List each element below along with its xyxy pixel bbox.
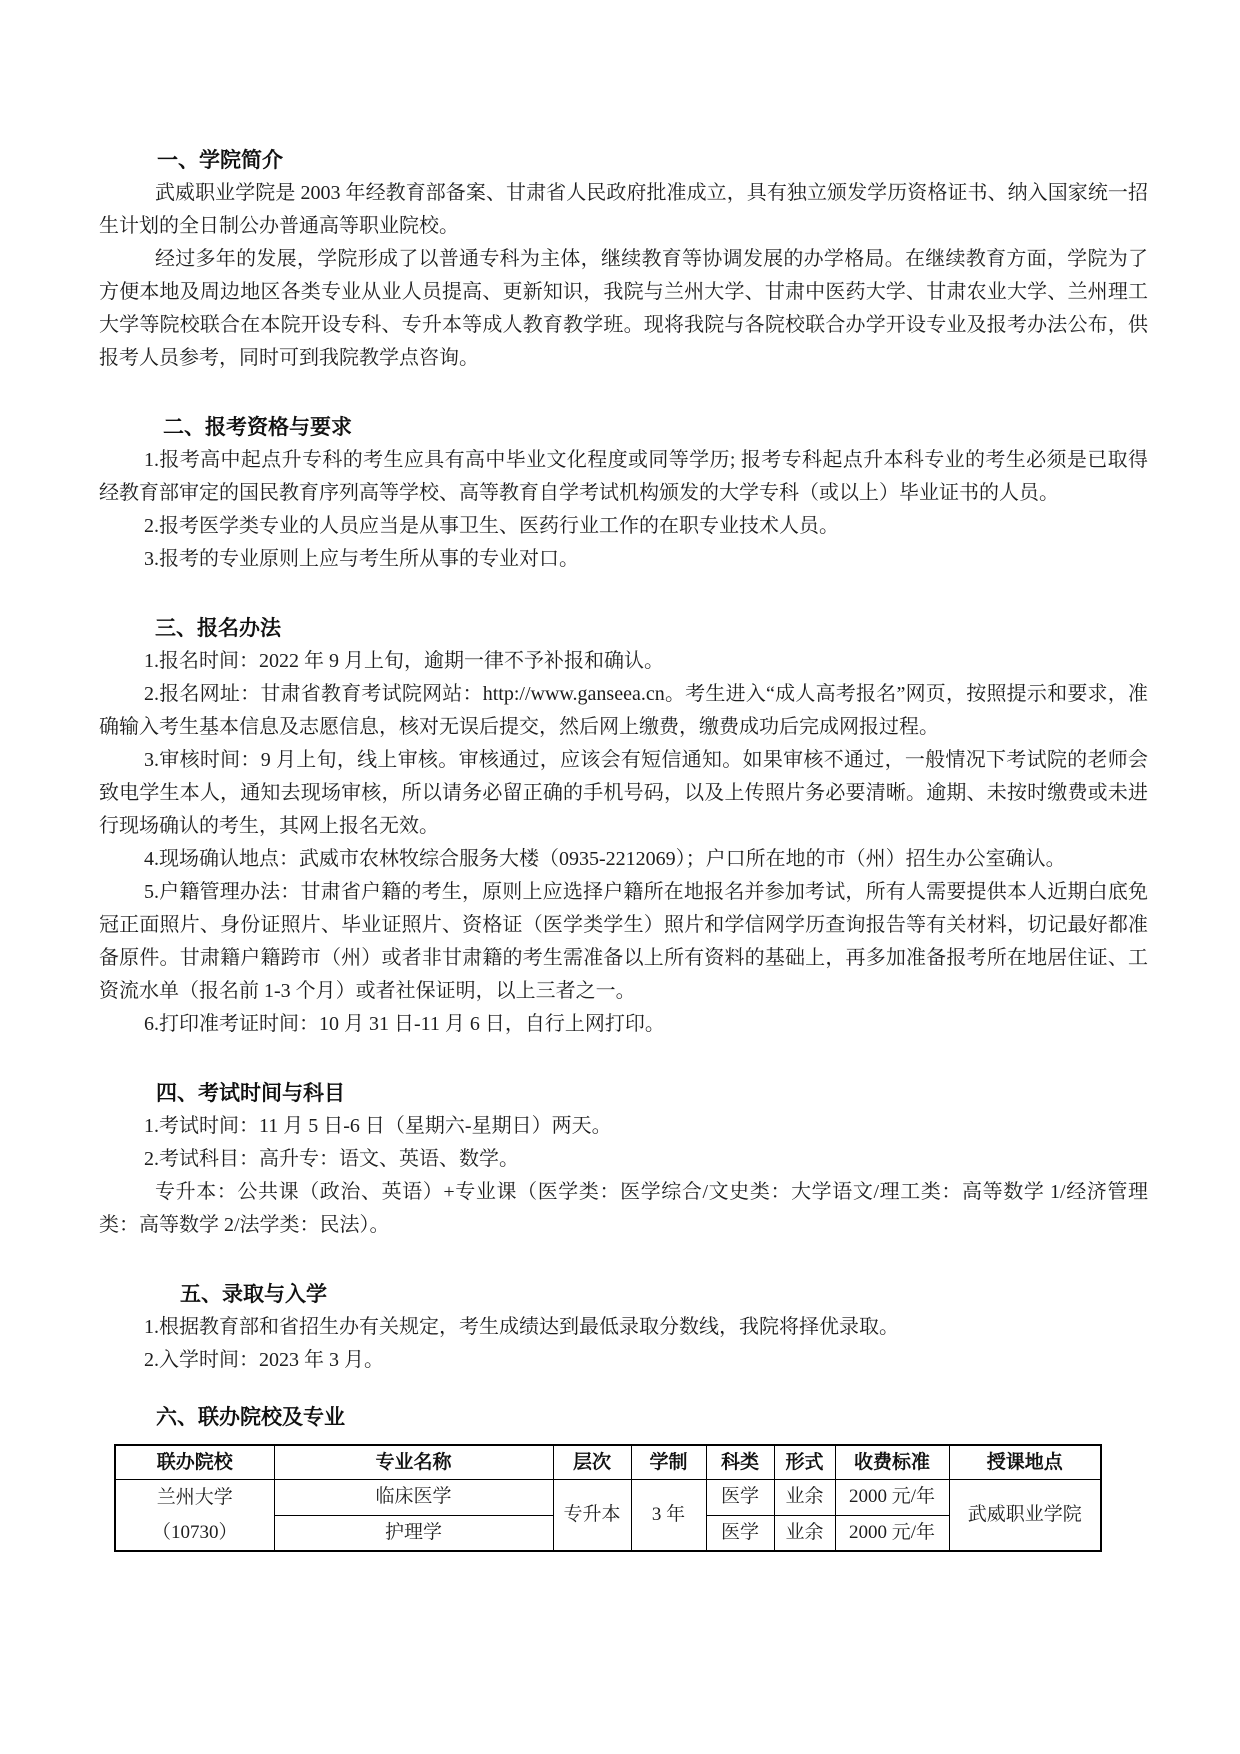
mode-cell: 业余 — [774, 1480, 835, 1516]
intro-paragraph-2: 经过多年的发展，学院形成了以普通专科为主体，继续教育等协调发展的办学格局。在继续教育方面，学院为了方便本地及周边地区各类专业从业人员提高、更新知识，我院与兰州大学、甘肃中医药大学、甘肃农业大学、兰州理工大学等院校联合在本院开设专科、专升本等成人教育教学班。现将我院与各院校联合办学开设专业及报考办法公布，供报考人员参考，同时可到我院教学点咨询。 — [99, 248, 1148, 369]
registration-item-6: 6.打印准考证时间：10 月 31 日-11 月 6 日，自行上网打印。 — [144, 1013, 665, 1035]
section-heading-admission: 五、录取与入学 — [180, 1283, 327, 1306]
exam-item-3: 专升本：公共课（政治、英语）+专业课（医学类：医学综合/文史类：大学语文/理工类：高等数学 1/经济管理类：高等数学 2/法学类：民法）。 — [99, 1181, 1148, 1236]
college-name: 兰州大学 — [156, 1487, 233, 1508]
registration-item-4: 4.现场确认地点：武威市农林牧综合服务大楼（0935-2212069）；户口所在地的市（州）招生办公室确认。 — [144, 848, 1066, 870]
col-header-category: 科类 — [706, 1445, 774, 1480]
table-header-row — [115, 1445, 1101, 1480]
section-heading-partners: 六、联办院校及专业 — [156, 1406, 345, 1429]
location-cell: 武威职业学院 — [949, 1480, 1101, 1552]
section-heading-registration: 三、报名办法 — [155, 617, 281, 640]
college-code: （10730） — [151, 1522, 238, 1543]
fee-cell: 2000 元/年 — [835, 1515, 949, 1551]
section-heading-qualifications: 二、报考资格与要求 — [163, 416, 352, 439]
section-heading-intro: 一、学院简介 — [157, 149, 283, 172]
col-header-fee: 收费标准 — [835, 1445, 949, 1480]
level-cell: 专升本 — [553, 1480, 631, 1552]
registration-item-5: 5.户籍管理办法：甘肃省户籍的考生，原则上应选择户籍所在地报名并参加考试，所有人需要提供本人近期白底免冠正面照片、身份证照片、毕业证照片、资格证（医学类学生）照片和学信网学历查询报告等有关材料，切记最好都准备原件。甘肃籍户籍跨市（州）或者非甘肃籍的考生需准备以上所有资料的基础上，再多加准备报考所在地居住证、工资流水单（报名前 1-3 个月）或者社保证明，以上三者之一。 — [99, 881, 1148, 1002]
col-header-major: 专业名称 — [274, 1445, 553, 1480]
col-header-level: 层次 — [553, 1445, 631, 1480]
major-cell: 护理学 — [274, 1515, 553, 1551]
col-header-mode: 形式 — [774, 1445, 835, 1480]
fee-cell: 2000 元/年 — [835, 1480, 949, 1516]
duration-cell: 3 年 — [631, 1480, 706, 1552]
table-row — [115, 1480, 1101, 1516]
admission-item-2: 2.入学时间：2023 年 3 月。 — [144, 1349, 384, 1371]
college-cell — [115, 1480, 274, 1552]
col-header-location: 授课地点 — [949, 1445, 1101, 1480]
intro-paragraph-1: 武威职业学院是 2003 年经教育部备案、甘肃省人民政府批准成立，具有独立颁发学历资格证书、纳入国家统一招生计划的全日制公办普通高等职业院校。 — [99, 182, 1148, 237]
partner-colleges-table — [114, 1444, 1102, 1552]
category-cell: 医学 — [706, 1480, 774, 1516]
section-heading-exam: 四、考试时间与科目 — [156, 1082, 345, 1105]
mode-cell: 业余 — [774, 1515, 835, 1551]
col-header-college: 联办院校 — [115, 1445, 274, 1480]
qualification-item-2: 2.报考医学类专业的人员应当是从事卫生、医药行业工作的在职专业技术人员。 — [144, 515, 839, 537]
registration-item-2: 2.报名网址：甘肃省教育考试院网站：http://www.ganseea.cn。考生进入“成人高考报名”网页，按照提示和要求，准确输入考生基本信息及志愿信息，核对无误后提交，然后网上缴费，缴费成功后完成网报过程。 — [99, 683, 1148, 738]
exam-item-1: 1.考试时间：11 月 5 日-6 日（星期六-星期日）两天。 — [144, 1115, 612, 1137]
registration-item-1: 1.报名时间：2022 年 9 月上旬，逾期一律不予补报和确认。 — [144, 650, 664, 672]
col-header-duration: 学制 — [631, 1445, 706, 1480]
admission-item-1: 1.根据教育部和省招生办有关规定，考生成绩达到最低录取分数线，我院将择优录取。 — [144, 1316, 899, 1338]
category-cell: 医学 — [706, 1515, 774, 1551]
registration-item-3: 3.审核时间：9 月上旬，线上审核。审核通过，应该会有短信通知。如果审核不通过，一般情况下考试院的老师会致电学生本人，通知去现场审核，所以请务必留正确的手机号码，以及上传照片务必要清晰。逾期、未按时缴费或未进行现场确认的考生，其网上报名无效。 — [99, 749, 1148, 837]
exam-item-2: 2.考试科目：高升专：语文、英语、数学。 — [144, 1148, 519, 1170]
qualification-item-1: 1.报考高中起点升专科的考生应具有高中毕业文化程度或同等学历; 报考专科起点升本科专业的考生必须是已取得经教育部审定的国民教育序列高等学校、高等教育自学考试机构颁发的大学专科（或以上）毕业证书的人员。 — [99, 449, 1148, 504]
major-cell: 临床医学 — [274, 1480, 553, 1516]
qualification-item-3: 3.报考的专业原则上应与考生所从事的专业对口。 — [144, 548, 579, 570]
